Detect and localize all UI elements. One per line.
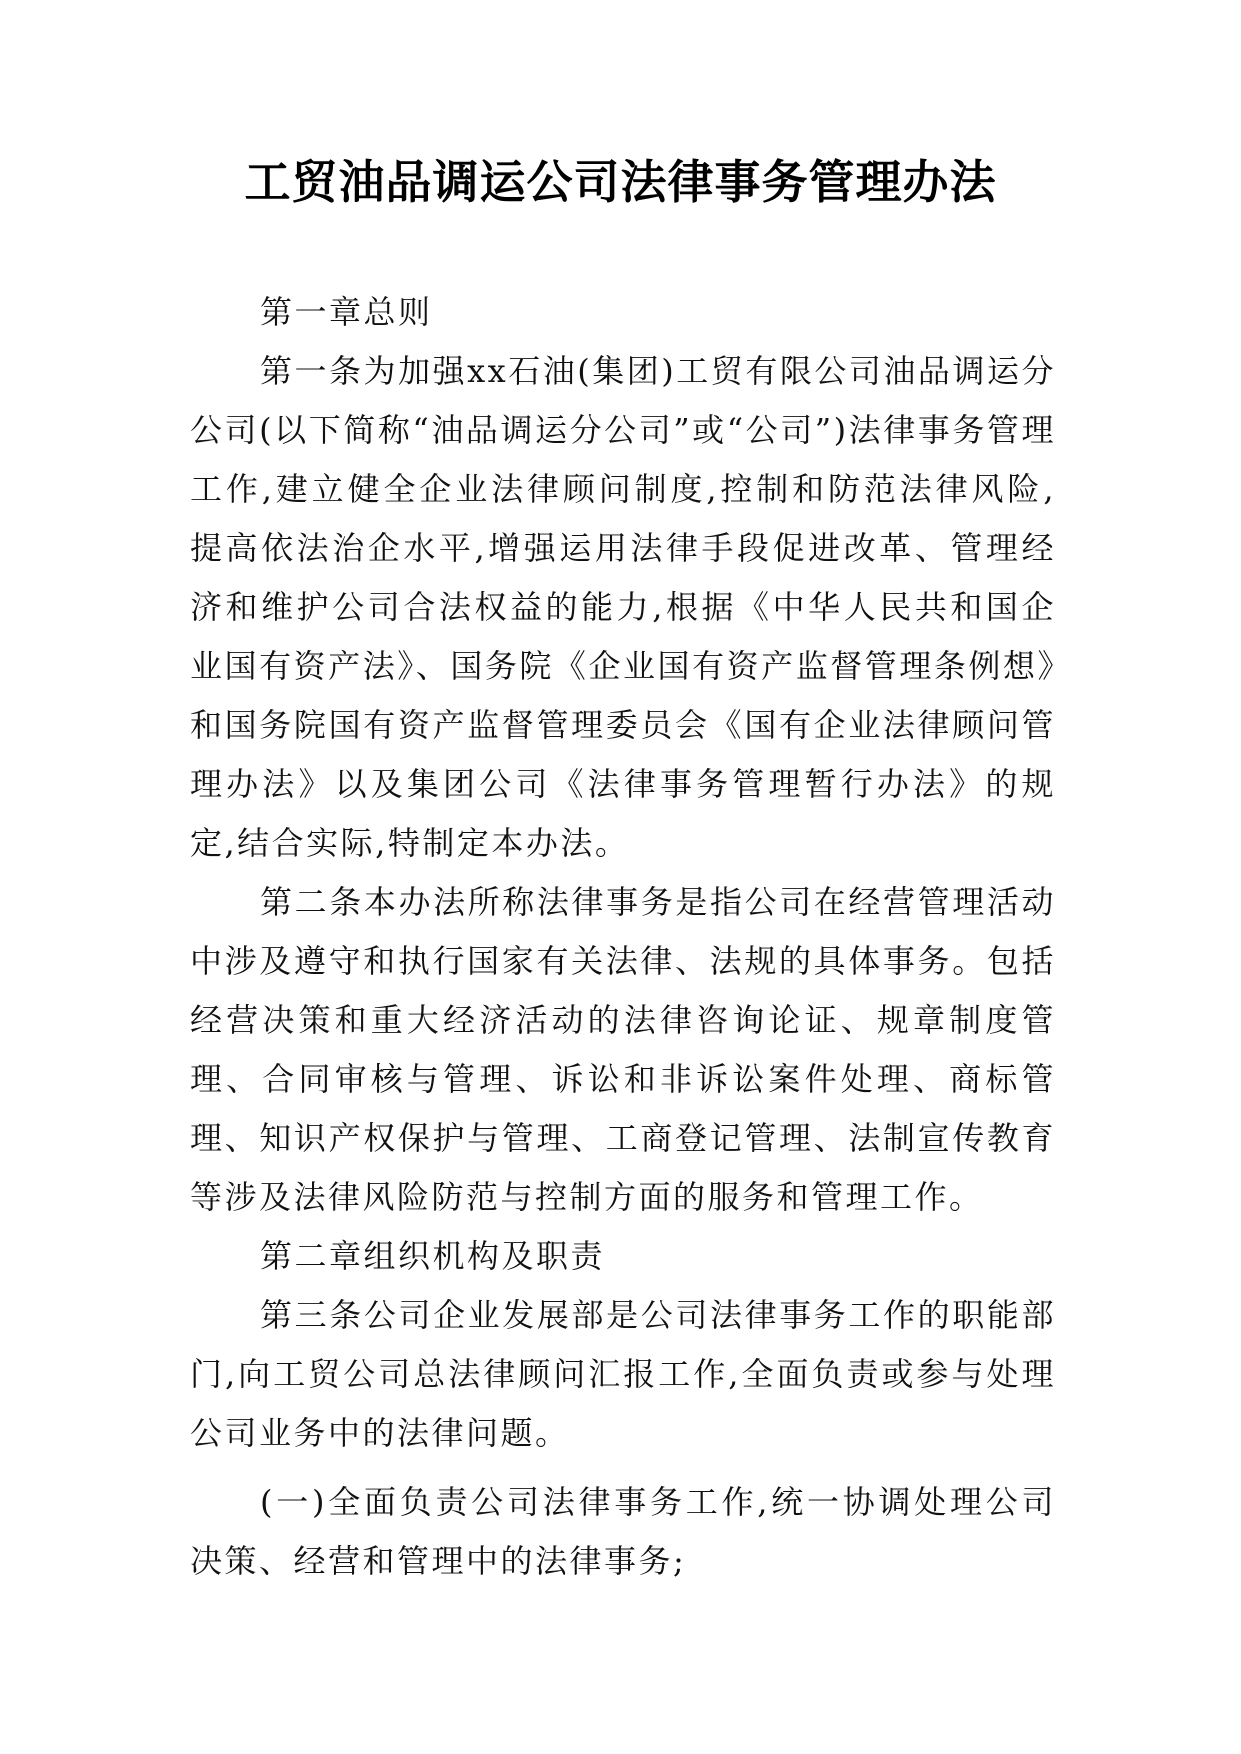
article-3-paragraph: 第三条公司企业发展部是公司法律事务工作的职能部门,向工贸公司总法律顾问汇报工作,全面负责或参与处理公司业务中的法律问题。 [190,1296,1056,1452]
chapter-2-heading: 第二章组织机构及职责 [260,1237,606,1275]
chapter-1-heading: 第一章总则 [260,293,433,331]
article-1-paragraph: 第一条为加强xx石油(集团)工贸有限公司油品调运分公司(以下简称“油品调运分公司”或“公司”)法律事务管理工作,建立健全企业法律顾问制度,控制和防范法律风险,提高依法治企水平,增强运用法律手段促进改革、管理经济和维护公司合法权益的能力,根据《中华人民共和国企业国有资产法》、国务院《企业国有资产监督管理条例想》和国务院国有资产监督管理委员会《国有企业法律顾问管理办法》以及集团公司《法律事务管理暂行办法》的规定,结合实际,特制定本办法。 [190,352,1056,862]
document-body [190,283,1056,1591]
clause-1-paragraph: (一)全面负责公司法律事务工作,统一协调处理公司决策、经营和管理中的法律事务; [190,1483,1056,1580]
article-2-paragraph: 第二条本办法所称法律事务是指公司在经营管理活动中涉及遵守和执行国家有关法律、法规的具体事务。包括经营决策和重大经济活动的法律咨询论证、规章制度管理、合同审核与管理、诉讼和非诉讼案件处理、商标管理、知识产权保护与管理、工商登记管理、法制宣传教育等涉及法律风险防范与控制方面的服务和管理工作。 [190,883,1056,1216]
document-title: 工贸油品调运公司法律事务管理办法 [244,155,997,209]
